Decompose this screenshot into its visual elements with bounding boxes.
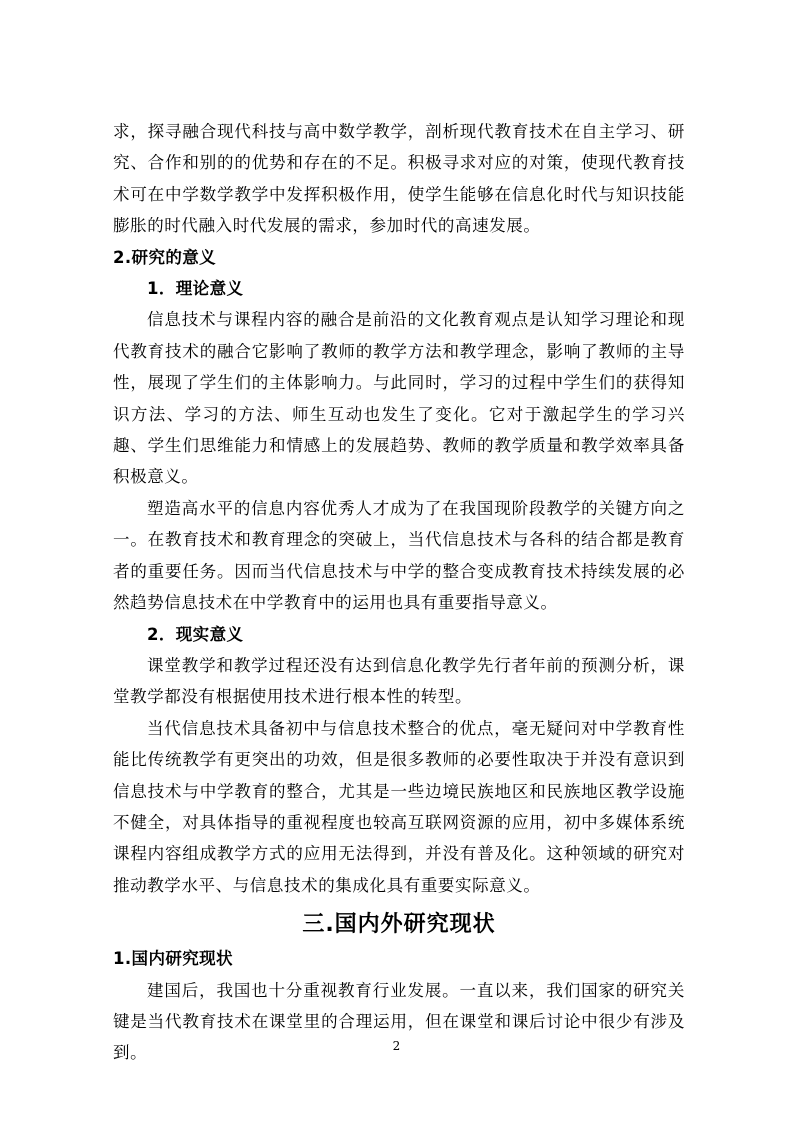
section-heading-domestic-status: 1.国内研究现状 xyxy=(113,949,233,969)
theory-paragraph-1: 信息技术与课程内容的融合是前沿的文化教育观点是认知学习理论和现代教育技术的融合它影响了教师的教学方法和教学理念，影响了教师的主导性，展现了学生们的主体影响力。与此同时，学习的过程中学生们的获得知识方法、学习的方法、师生互动也发生了变化。它对于激起学生的学习兴趣、学生们思维能力和情感上的发展趋势、教师的教学质量和教学效率具备积极意义。 xyxy=(113,310,685,487)
page-number: 2 xyxy=(392,1039,401,1053)
practical-paragraph-2: 当代信息技术具备初中与信息技术整合的优点，毫无疑问对中学教育性能比传统教学有更突出的功效，但是很多教师的必要性取决于并没有意识到信息技术与中学教育的整合，尤其是一些边境民族地区和民族地区教学设施不健全，对具体指导的重视程度也较高互联网资源的应用，初中多媒体系统课程内容组成教学方式的应用无法得到，并没有普及化。这种领域的研究对推动教学水平、与信息技术的集成化具有重要实际意义。 xyxy=(113,718,685,895)
chapter-heading-research-status: 三.国内外研究现状 xyxy=(302,912,496,938)
theory-paragraph-2: 塑造高水平的信息内容优秀人才成为了在我国现阶段教学的关键方向之一。在教育技术和教育理念的突破上，当代信息技术与各科的结合都是教育者的重要任务。因而当代信息技术与中学的整合变成教育技术持续发展的必然趋势信息技术在中学教育中的运用也具有重要指导意义。 xyxy=(113,498,685,613)
subheading-practical-significance: 2．现实意义 xyxy=(147,624,244,644)
intro-paragraph: 求，探寻融合现代科技与高中数学教学，剖析现代教育技术在自主学习、研究、合作和别的的优势和存在的不足。积极寻求对应的对策，使现代教育技术可在中学数学教学中发挥积极作用，使学生能够在信息化时代与知识技能膨胀的时代融入时代发展的需求，参加时代的高速发展。 xyxy=(113,122,685,236)
section-heading-research-significance: 2.研究的意义 xyxy=(113,247,217,267)
domestic-paragraph: 建国后，我国也十分重视教育行业发展。一直以来，我们国家的研究关键是当代教育技术在课堂里的合理运用，但在课堂和课后讨论中很少有涉及到。 xyxy=(113,980,685,1063)
page-body xyxy=(113,116,685,1069)
subheading-theoretical-significance: 1．理论意义 xyxy=(147,279,244,299)
practical-paragraph-1: 课堂教学和教学过程还没有达到信息化教学先行者年前的预测分析，课堂教学都没有根据使用技术进行根本性的转型。 xyxy=(113,655,685,707)
